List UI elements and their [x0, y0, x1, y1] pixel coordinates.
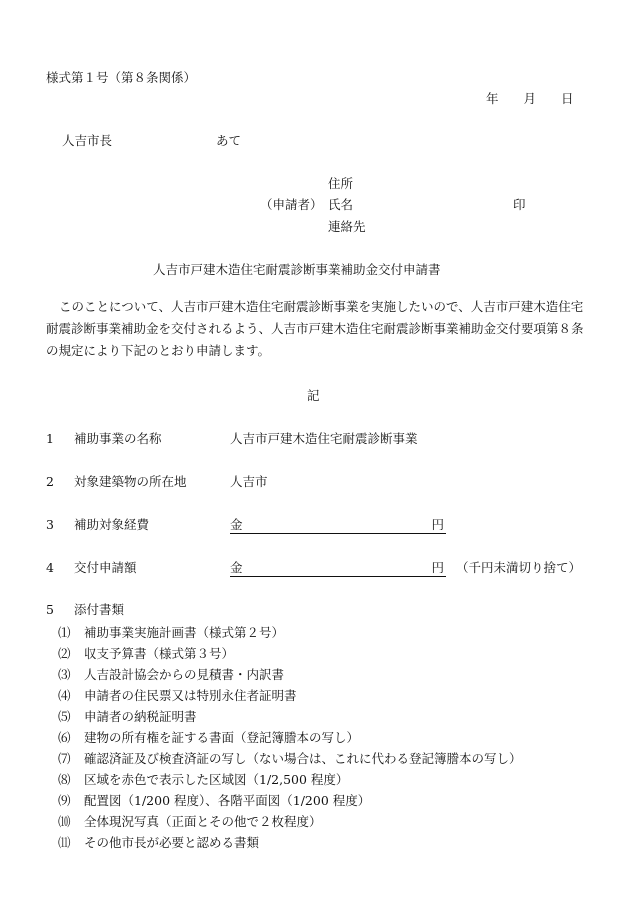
- applicant-contact-label: 連絡先: [328, 219, 366, 234]
- attachment-number: ⑹: [58, 730, 71, 745]
- eligible-cost-field[interactable]: [230, 517, 446, 534]
- item-number: 5: [46, 602, 54, 617]
- amount-prefix: 金: [230, 517, 243, 532]
- attachment-text: 申請者の住民票又は特別永住者証明書: [84, 688, 297, 703]
- amount-note: （千円未満切り捨て）: [456, 560, 582, 575]
- amount-suffix: 円: [431, 517, 444, 532]
- attachment-text: 確認済証及び検査済証の写し（ない場合は、これに代わる登記簿謄本の写し）: [84, 751, 522, 766]
- item-label: 交付申請額: [74, 560, 137, 575]
- item-value: 人吉市: [230, 474, 268, 489]
- applicant-name-label: 氏名: [328, 197, 354, 212]
- item-eligible-cost: [46, 517, 586, 535]
- item-label: 補助事業の名称: [74, 431, 162, 446]
- form-number: 様式第１号（第８条関係）: [46, 70, 197, 85]
- attachment-text: その他市長が必要と認める書類: [84, 835, 260, 850]
- addressee-suffix: あて: [216, 133, 242, 148]
- item-label: 対象建築物の所在地: [74, 474, 187, 489]
- attachment-number: ⑷: [58, 688, 71, 703]
- attachment-item: [58, 835, 259, 851]
- attachment-text: 収支予算書（様式第３号）: [84, 646, 235, 661]
- attachment-number: ⑶: [58, 667, 71, 682]
- date-line: 年 月 日: [486, 91, 574, 106]
- document-title: 人吉市戸建木造住宅耐震診断事業補助金交付申請書: [153, 262, 441, 277]
- applicant-role-label: （申請者）: [260, 197, 323, 212]
- attachment-item: [58, 730, 359, 746]
- attachment-item: [58, 688, 297, 704]
- item-number: 2: [46, 474, 54, 489]
- attachment-number: ⑵: [58, 646, 71, 661]
- requested-amount-field[interactable]: [230, 560, 446, 577]
- seal-label: 印: [513, 197, 526, 212]
- addressee-name: 人吉市長: [62, 133, 113, 148]
- attachment-number: ⑺: [58, 751, 71, 766]
- attachment-text: 建物の所有権を証する書面（登記簿謄本の写し）: [84, 730, 360, 745]
- application-body: [46, 296, 586, 362]
- attachment-item: [58, 709, 197, 725]
- ki-heading: 記: [307, 388, 320, 403]
- attachment-item: [58, 625, 284, 641]
- attachment-text: 人吉設計協会からの見積書・内訳書: [84, 667, 285, 682]
- item-label: 添付書類: [74, 602, 125, 617]
- item-value: 人吉市戸建木造住宅耐震診断事業: [230, 431, 418, 446]
- attachment-item: [58, 772, 348, 788]
- attachment-number: ⑽: [58, 814, 71, 829]
- attachment-number: ⑻: [58, 772, 71, 787]
- attachment-item: [58, 646, 234, 662]
- item-label: 補助対象経費: [74, 517, 150, 532]
- item-number: 1: [46, 431, 54, 446]
- application-body-text: このことについて、人吉市戸建木造住宅耐震診断事業を実施したいので、人吉市戸建木造住宅耐震診断事業補助金を交付されるよう、人吉市戸建木造住宅耐震診断事業補助金交付要項第８条の規定により下記のとおり申請します。: [46, 299, 584, 358]
- applicant-address-label: 住所: [328, 176, 354, 191]
- attachment-text: 区域を赤色で表示した区域図（1/2,500 程度）: [84, 772, 349, 787]
- attachment-item: [58, 793, 370, 809]
- attachment-item: [58, 751, 522, 767]
- attachment-item: [58, 667, 284, 683]
- attachment-number: ⑸: [58, 709, 71, 724]
- amount-prefix: 金: [230, 560, 243, 575]
- amount-suffix: 円: [431, 560, 444, 575]
- attachment-number: ⑼: [58, 793, 71, 808]
- attachment-text: 配置図（1/200 程度）、各階平面図（1/200 程度）: [84, 793, 371, 808]
- attachment-text: 補助事業実施計画書（様式第２号）: [84, 625, 285, 640]
- attachment-text: 申請者の納税証明書: [84, 709, 197, 724]
- attachment-number: ⑾: [58, 835, 71, 850]
- attachment-item: [58, 814, 322, 830]
- attachment-number: ⑴: [58, 625, 71, 640]
- item-number: 3: [46, 517, 54, 532]
- item-requested-amount: [46, 560, 586, 578]
- attachment-text: 全体現況写真（正面とその他で２枚程度）: [84, 814, 322, 829]
- item-number: 4: [46, 560, 54, 575]
